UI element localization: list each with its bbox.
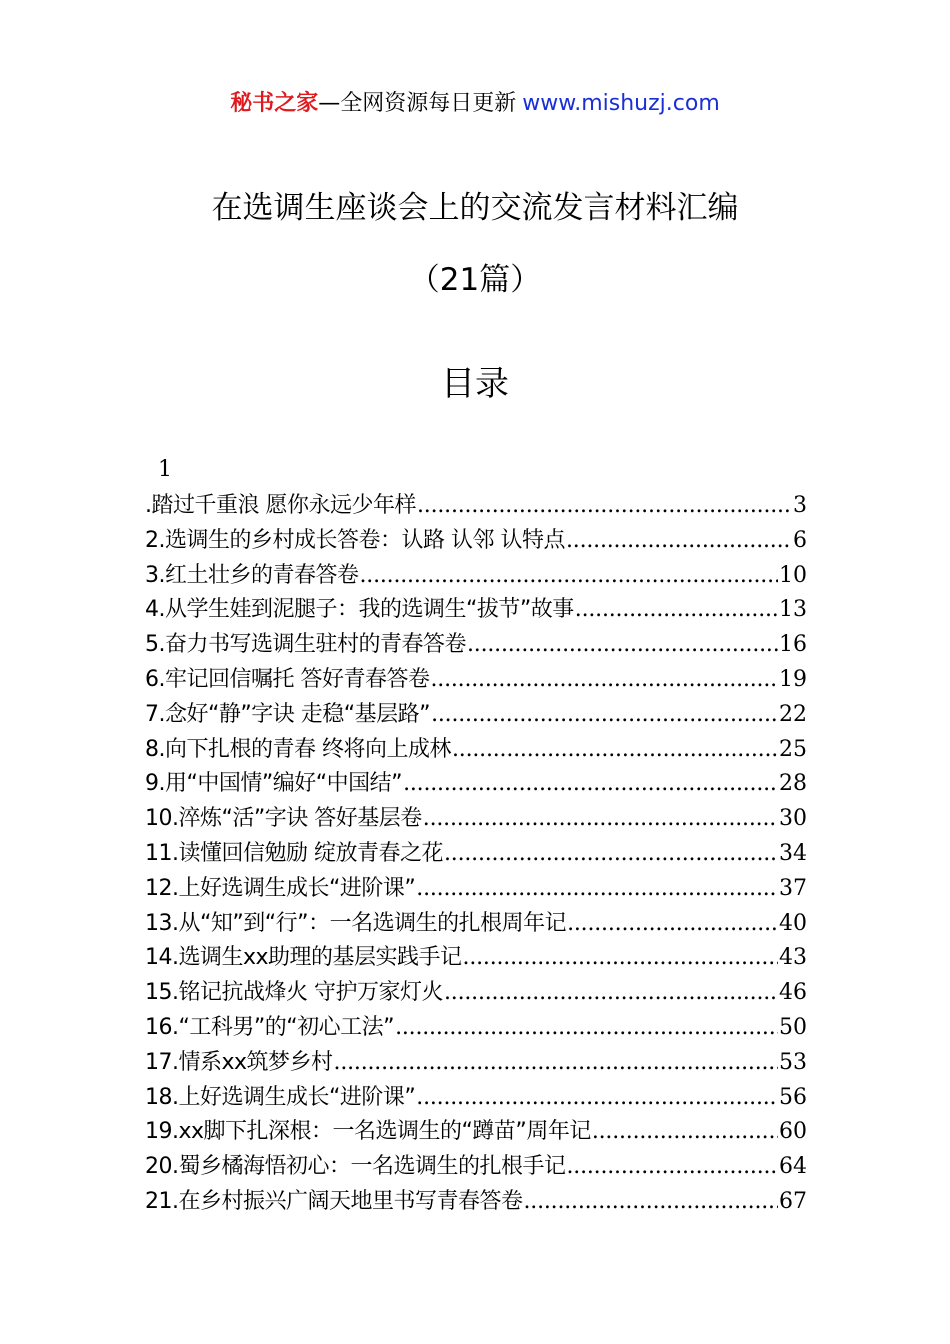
toc-dot-leader <box>575 593 778 628</box>
toc-entry[interactable] <box>145 524 807 559</box>
toc-entry-title: 18.上好选调生成长“进阶课” <box>145 1084 416 1110</box>
toc-entry-title: 13.从“知”到“行”：一名选调生的扎根周年记 <box>145 910 567 936</box>
toc-entry[interactable] <box>145 837 807 872</box>
toc-page-number: 34 <box>779 840 807 866</box>
toc-page-number: 6 <box>793 527 807 553</box>
toc-page-number: 22 <box>779 701 807 727</box>
toc-entry[interactable] <box>145 628 807 663</box>
toc-page-number: 60 <box>779 1119 807 1145</box>
toc-dot-leader <box>430 663 778 698</box>
toc-dot-leader <box>444 837 778 872</box>
toc-dot-leader <box>567 1150 779 1185</box>
toc-page-number: 16 <box>779 632 807 658</box>
toc-entry-title: 11.读懂回信勉励 绽放青春之花 <box>145 840 443 866</box>
site-url-link[interactable]: www.mishuzj.com <box>522 91 720 116</box>
toc-dot-leader <box>524 1185 779 1220</box>
toc-page-number: 3 <box>793 493 807 518</box>
toc-dot-leader <box>567 907 778 942</box>
toc-first-number: 1 <box>158 457 172 482</box>
toc-heading: 目录 <box>441 364 509 404</box>
toc-page-number: 53 <box>779 1049 807 1075</box>
toc-page-number: 37 <box>779 875 807 901</box>
toc-dot-leader <box>444 976 778 1011</box>
toc-dot-leader <box>334 1046 778 1081</box>
toc-dot-leader <box>416 872 778 907</box>
toc-page-number: 67 <box>779 1188 807 1214</box>
toc-dot-leader <box>360 559 779 594</box>
toc-page-number: 25 <box>779 736 807 762</box>
toc-entry-title: 15.铭记抗战烽火 守护万家灯火 <box>145 980 443 1006</box>
toc-entry[interactable] <box>145 663 807 698</box>
toc-entry[interactable] <box>145 559 807 594</box>
toc-dot-leader <box>417 489 792 524</box>
toc-dot-leader <box>416 1081 778 1116</box>
document-subtitle: （21篇） <box>408 262 542 298</box>
toc-dot-leader <box>403 767 778 802</box>
toc-page-number: 40 <box>779 910 807 936</box>
toc-entry-title: 21.在乡村振兴广阔天地里书写青春答卷 <box>145 1188 523 1214</box>
toc-entry[interactable] <box>145 907 807 942</box>
toc-entry-title: 3.红土壮乡的青春答卷 <box>145 562 359 588</box>
toc-entry-title: 16.“工科男”的“初心工法” <box>145 1014 395 1040</box>
document-title: 在选调生座谈会上的交流发言材料汇编 <box>211 190 739 226</box>
toc-page-number: 56 <box>779 1084 807 1110</box>
toc-page-number: 13 <box>779 597 807 623</box>
toc-dot-leader <box>463 941 778 976</box>
toc-page-number: 43 <box>779 945 807 971</box>
toc-page-number: 50 <box>779 1014 807 1040</box>
toc-entry[interactable] <box>145 1115 807 1150</box>
toc-entry-title: 6.牢记回信嘱托 答好青春答卷 <box>145 666 430 692</box>
toc-page-number: 64 <box>779 1154 807 1180</box>
toc-entry-title: 14.选调生xx助理的基层实践手记 <box>145 945 462 971</box>
toc-page-number: 46 <box>779 980 807 1006</box>
toc-dot-leader <box>452 733 778 768</box>
toc-entry[interactable] <box>145 489 807 524</box>
toc-entry-title: 19.xx脚下扎深根：一名选调生的“蹲苗”周年记 <box>145 1119 591 1145</box>
toc-entry-title: 5.奋力书写选调生驻村的青春答卷 <box>145 632 466 658</box>
toc-entry[interactable] <box>145 872 807 907</box>
toc-entry[interactable] <box>145 802 807 837</box>
toc-dot-leader <box>423 802 778 837</box>
brand-name: 秘书之家 <box>230 91 319 116</box>
toc-entry-title: 8.向下扎根的青春 终将向上成林 <box>145 736 451 762</box>
toc-entry-title: 9.用“中国情”编好“中国结” <box>145 771 403 797</box>
toc-page-number: 19 <box>779 666 807 692</box>
toc-entry[interactable] <box>145 1150 807 1185</box>
toc-entry-title: .踏过千重浪 愿你永远少年样 <box>145 493 416 518</box>
toc-entry-title: 4.从学生娃到泥腿子：我的选调生“拔节”故事 <box>145 597 574 623</box>
toc-entry[interactable] <box>145 976 807 1011</box>
toc-entry-title: 20.蜀乡橘海悟初心：一名选调生的扎根手记 <box>145 1154 566 1180</box>
toc-entry-title: 12.上好选调生成长“进阶课” <box>145 875 416 901</box>
toc-dot-leader <box>431 698 778 733</box>
toc-entry-title: 10.淬炼“活”字诀 答好基层卷 <box>145 806 422 832</box>
toc-entry-title: 2.选调生的乡村成长答卷：认路 认邻 认特点 <box>145 527 565 553</box>
toc-page-number: 10 <box>779 562 807 588</box>
toc-entry-title: 7.念好“静”字诀 走稳“基层路” <box>145 701 431 727</box>
toc-dot-leader <box>467 628 778 663</box>
toc-entry[interactable] <box>145 1011 807 1046</box>
toc-page-number: 28 <box>779 771 807 797</box>
toc-entry[interactable] <box>145 698 807 733</box>
site-header <box>0 88 950 120</box>
table-of-contents <box>145 489 807 1220</box>
toc-entry[interactable] <box>145 1046 807 1081</box>
toc-entry[interactable] <box>145 941 807 976</box>
toc-entry[interactable] <box>145 1185 807 1220</box>
toc-page-number: 30 <box>779 806 807 832</box>
toc-entry[interactable] <box>145 1081 807 1116</box>
toc-dot-leader <box>592 1115 778 1150</box>
toc-entry[interactable] <box>145 593 807 628</box>
toc-dot-leader <box>566 524 792 559</box>
toc-entry[interactable] <box>145 733 807 768</box>
toc-entry-title: 17.情系xx筑梦乡村 <box>145 1049 333 1075</box>
header-tagline: —全网资源每日更新 <box>318 91 517 116</box>
toc-dot-leader <box>395 1011 778 1046</box>
toc-entry[interactable] <box>145 767 807 802</box>
